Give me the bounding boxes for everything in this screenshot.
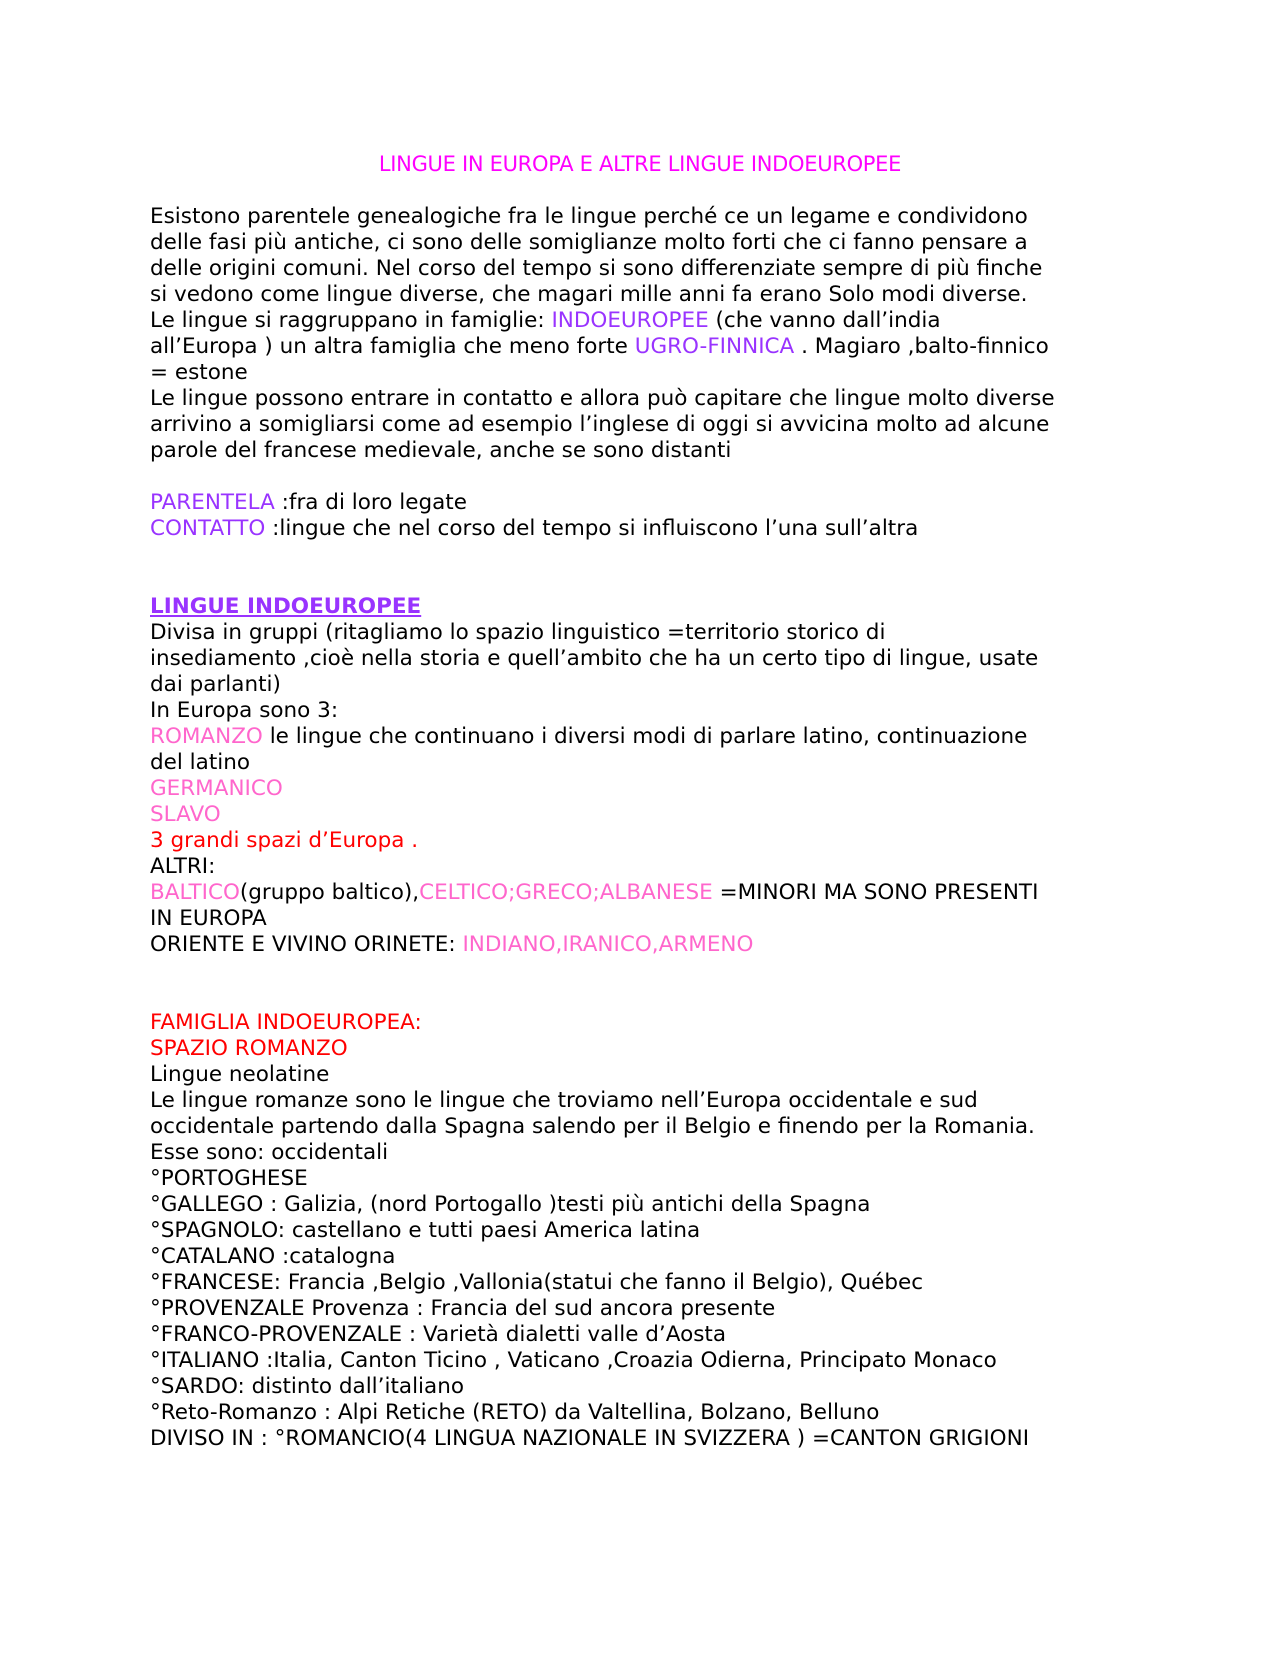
text-line (150, 1321, 726, 1349)
text-run: :lingue che nel corso del tempo si influiscono l’una sull’altra (265, 516, 919, 541)
text-line (150, 411, 1049, 439)
text-line (150, 1269, 923, 1297)
text-run: si vedono come lingue diverse, che magari mille anni fa erano Solo modi diverse. (150, 282, 1028, 307)
text-line (150, 1373, 464, 1401)
text-line (150, 437, 731, 465)
text-run: . Magiaro ,balto-finnico (794, 334, 1049, 359)
text-run: parole del francese medievale, anche se sono distanti (150, 438, 732, 463)
text-run: del latino (150, 750, 251, 775)
text-run: ALTRI: (150, 854, 216, 879)
text-run: °PORTOGHESE (150, 1166, 308, 1191)
text-run: °SPAGNOLO: castellano e tutti paesi America latina (150, 1218, 701, 1243)
text-line (150, 1087, 978, 1115)
text-line (150, 749, 250, 777)
text-line (150, 1217, 700, 1245)
text-line (150, 723, 1027, 751)
text-run: :fra di loro legate (274, 490, 467, 515)
text-line (150, 255, 1042, 283)
text-line (150, 385, 1055, 413)
text-run: °SARDO: distinto dall’italiano (150, 1374, 464, 1399)
text-run: Esistono parentele genealogiche fra le lingue perché ce un legame e condividono (150, 204, 1028, 229)
text-run: PARENTELA (150, 490, 275, 515)
text-run: ORIENTE E VIVINO ORINETE: (150, 932, 463, 957)
text-run: °GALLEGO : Galizia, (nord Portogallo )testi più antichi della Spagna (150, 1192, 871, 1217)
text-line (150, 1399, 879, 1427)
text-line (150, 515, 918, 543)
text-line (150, 1139, 388, 1167)
section-heading: LINGUE INDOEUROPEE (150, 594, 422, 619)
text-run: Lingue neolatine (150, 1062, 330, 1087)
text-line (150, 931, 753, 959)
text-run: all’Europa ) un altra famiglia che meno forte (150, 334, 635, 359)
text-run: le lingue che continuano i diversi modi di parlare latino, continuazione (262, 724, 1028, 749)
text-run: °PROVENZALE Provenza : Francia del sud ancora presente (150, 1296, 776, 1321)
text-run: °CATALANO :catalogna (150, 1244, 396, 1269)
text-run: UGRO-FINNICA (634, 334, 795, 359)
text-line (150, 619, 885, 647)
text-run: IN EUROPA (150, 906, 267, 931)
text-run: °FRANCO-PROVENZALE : Varietà dialetti valle d’Aosta (150, 1322, 727, 1347)
text-line (150, 827, 418, 855)
text-line (150, 307, 941, 335)
text-line (150, 775, 283, 803)
text-line (150, 359, 248, 387)
text-line (150, 281, 1027, 309)
text-line (150, 593, 421, 621)
text-run: ROMANZO (150, 724, 263, 749)
page-title: LINGUE IN EUROPA E ALTRE LINGUE INDOEUROPEE (378, 152, 902, 176)
text-run: CONTATTO (150, 516, 266, 541)
text-line (150, 905, 267, 933)
text-line (150, 697, 338, 725)
text-run: INDOEUROPEE (551, 308, 709, 333)
text-run: delle fasi più antiche, ci sono delle somiglianze molto forti che ci fanno pensare a (150, 230, 1028, 255)
text-run: °ITALIANO :Italia, Canton Ticino , Vaticano ,Croazia Odierna, Principato Monaco (150, 1348, 997, 1373)
text-run: Divisa in gruppi (ritagliamo lo spazio linguistico =territorio storico di (150, 620, 886, 645)
text-line (150, 801, 221, 829)
text-run: arrivino a somigliarsi come ad esempio l’inglese di oggi si avvicina molto ad alcune (150, 412, 1050, 437)
text-line (150, 1009, 422, 1037)
text-run: insediamento ,cioè nella storia e quell’ambito che ha un certo tipo di lingue, usate (150, 646, 1039, 671)
text-run: SPAZIO ROMANZO (150, 1036, 348, 1061)
text-line (150, 489, 467, 517)
text-run: 3 grandi spazi d’Europa . (150, 828, 419, 853)
text-line (150, 203, 1028, 231)
text-run: dai parlanti) (150, 672, 281, 697)
text-run: INDIANO,IRANICO,ARMENO (462, 932, 754, 957)
text-line (150, 1165, 308, 1193)
text-line (150, 1295, 775, 1323)
text-line (150, 1061, 329, 1089)
text-run: °Reto-Romanzo : Alpi Retiche (RETO) da Valtellina, Bolzano, Belluno (150, 1400, 880, 1425)
text-run: (gruppo baltico), (239, 880, 420, 905)
text-line (150, 333, 1049, 361)
text-run: BALTICO (150, 880, 240, 905)
text-run: CELTICO;GRECO;ALBANESE (419, 880, 713, 905)
text-line (150, 671, 281, 699)
text-line (150, 879, 1038, 907)
text-line (150, 645, 1038, 673)
text-line (150, 1035, 348, 1063)
text-run: Le lingue possono entrare in contatto e allora può capitare che lingue molto diverse (150, 386, 1055, 411)
text-run: GERMANICO (150, 776, 283, 801)
text-line (150, 1425, 1029, 1453)
text-run: delle origini comuni. Nel corso del tempo si sono differenziate sempre di più finche (150, 256, 1043, 281)
text-run: Le lingue si raggruppano in famiglie: (150, 308, 552, 333)
text-run: (che vanno dall’india (708, 308, 941, 333)
text-line (150, 1243, 395, 1271)
text-run: In Europa sono 3: (150, 698, 339, 723)
text-line (150, 1113, 1035, 1141)
text-run: DIVISO IN : °ROMANCIO(4 LINGUA NAZIONALE IN SVIZZERA ) =CANTON GRIGIONI (150, 1426, 1030, 1451)
text-run: °FRANCESE: Francia ,Belgio ,Vallonia(statui che fanno il Belgio), Québec (150, 1270, 924, 1295)
text-line (150, 1191, 870, 1219)
text-run: occidentale partendo dalla Spagna salendo per il Belgio e finendo per la Romania. (150, 1114, 1035, 1139)
text-run: =MINORI MA SONO PRESENTI (712, 880, 1039, 905)
text-line (150, 229, 1028, 257)
text-run: SLAVO (150, 802, 221, 827)
text-run: FAMIGLIA INDOEUROPEA: (150, 1010, 422, 1035)
text-run: Esse sono: occidentali (150, 1140, 389, 1165)
text-line (150, 1347, 997, 1375)
text-run: = estone (150, 360, 248, 385)
text-run: Le lingue romanze sono le lingue che troviamo nell’Europa occidentale e sud (150, 1088, 978, 1113)
text-line (150, 853, 215, 881)
